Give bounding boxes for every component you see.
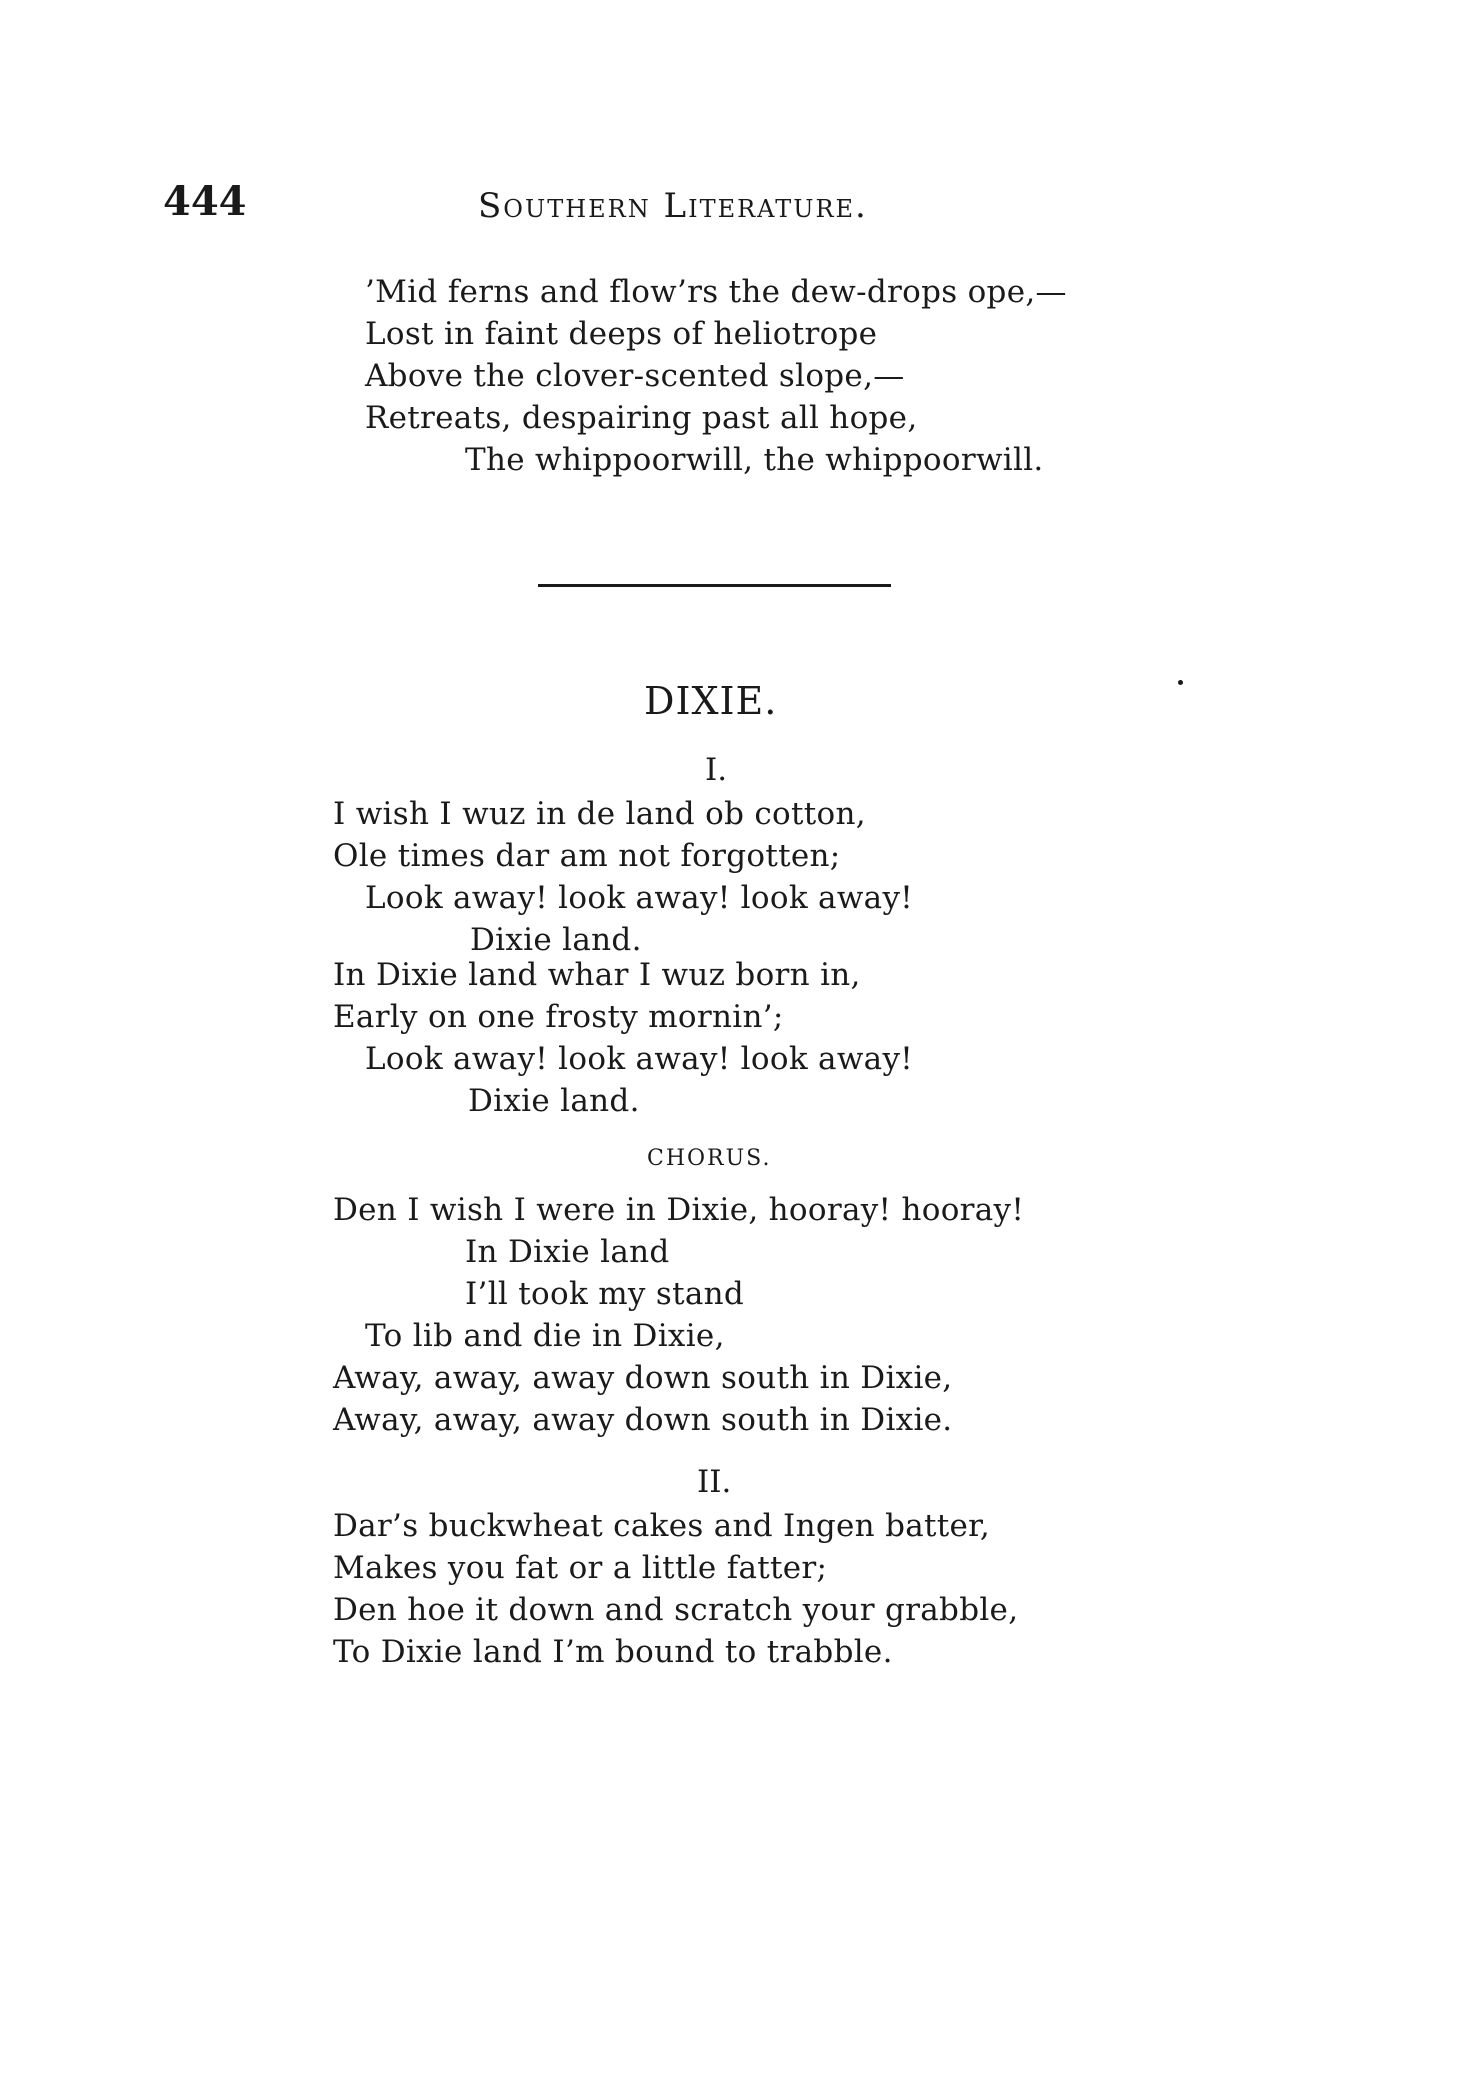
poem-line: I’ll took my stand	[465, 1276, 745, 1312]
stanza-number: II.	[697, 1464, 732, 1500]
poem-line: Look away! look away! look away!	[365, 880, 914, 916]
poem-line: The whippoorwill, the whippoorwill.	[465, 442, 1044, 478]
stanza-number: I.	[705, 752, 728, 788]
poem-line: Den I wish I were in Dixie, hooray! hooray!	[333, 1192, 1025, 1228]
poem-line: Away, away, away down south in Dixie,	[333, 1360, 953, 1396]
poem-line: Den hoe it down and scratch your grabble,	[333, 1592, 1019, 1628]
poem-line: Makes you fat or a little fatter;	[333, 1550, 828, 1586]
poem-line: Ole times dar am not forgotten;	[333, 838, 841, 874]
chorus-label: CHORUS.	[647, 1146, 772, 1171]
poem-line: Dar’s buckwheat cakes and Ingen batter,	[333, 1508, 991, 1544]
poem-line: Away, away, away down south in Dixie.	[333, 1402, 953, 1438]
poem-line: To lib and die in Dixie,	[365, 1318, 725, 1354]
poem-line: Dixie land.	[468, 1083, 640, 1119]
poem-line: Retreats, despairing past all hope,	[365, 400, 918, 436]
section-divider	[538, 584, 891, 587]
poem-line: I wish I wuz in de land ob cotton,	[333, 796, 866, 832]
poem-line: Above the clover-scented slope,—	[365, 358, 905, 394]
poem-title: DIXIE.	[644, 679, 778, 723]
poem-line: To Dixie land I’m bound to trabble.	[333, 1634, 893, 1670]
print-speck	[1178, 680, 1183, 685]
running-title: Southern Literature.	[478, 186, 868, 226]
poem-line: Early on one frosty mornin’;	[333, 999, 784, 1035]
poem-line: In Dixie land	[465, 1234, 670, 1270]
poem-line: In Dixie land whar I wuz born in,	[333, 957, 861, 993]
poem-line: ’Mid ferns and flow’rs the dew-drops ope,—	[365, 274, 1067, 310]
poem-line: Look away! look away! look away!	[365, 1041, 914, 1077]
poem-line: Lost in faint deeps of heliotrope	[365, 316, 878, 352]
poem-line: Dixie land.	[470, 922, 642, 958]
page-number: 444	[163, 178, 247, 225]
